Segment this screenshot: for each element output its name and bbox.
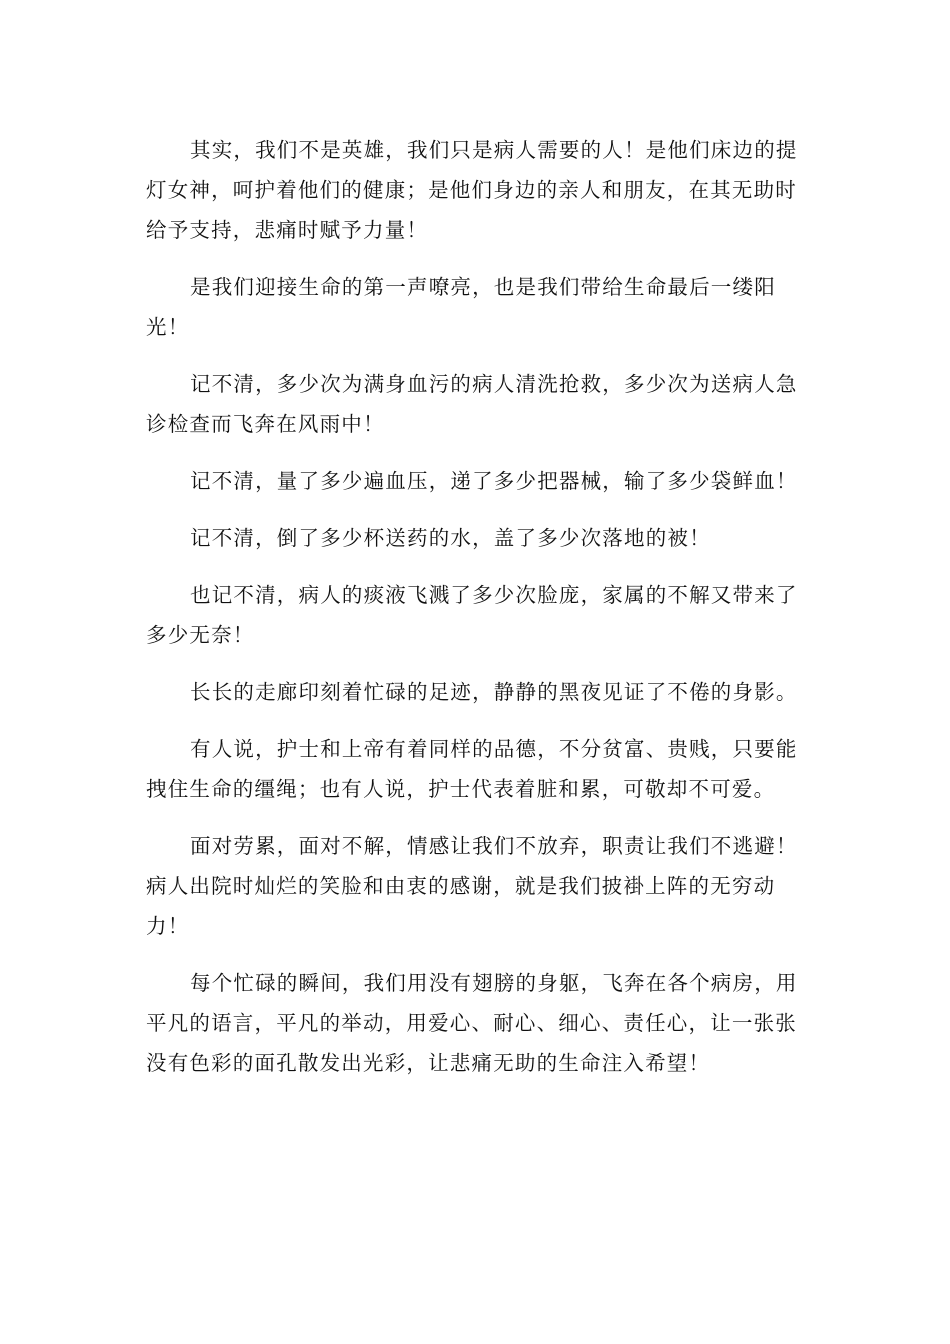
paragraph-2: 是我们迎接生命的第一声嘹亮，也是我们带给生命最后一缕阳光！: [146, 275, 776, 339]
paragraph-10: 每个忙碌的瞬间，我们用没有翅膀的身躯，飞奔在各个病房，用平凡的语言，平凡的举动，用爱心、耐心、细心、责任心，让一张张没有色彩的面孔散发出光彩，让悲痛无助的生命注入希望！: [146, 971, 798, 1075]
paragraph-8: 有人说，护士和上帝有着同样的品德，不分贫富、贵贱，只要能拽住生命的缰绳；也有人说，护士代表着脏和累，可敬却不可爱。: [146, 737, 798, 801]
paragraph-5: 记不清，倒了多少杯送药的水，盖了多少次落地的被！: [190, 526, 711, 550]
paragraph-9: 面对劳累，面对不解，情感让我们不放弃，职责让我们不逃避！病人出院时灿烂的笑脸和由衷的感谢，就是我们披褂上阵的无穷动力！: [146, 834, 798, 938]
paragraph-6: 也记不清，病人的痰液飞溅了多少次脸庞，家属的不解又带来了多少无奈！: [146, 583, 798, 647]
document-body: [146, 130, 806, 1100]
paragraph-4: 记不清，量了多少遍血压，递了多少把器械，输了多少袋鲜血！: [190, 469, 798, 493]
paragraph-7: 长长的走廊印刻着忙碌的足迹，静静的黑夜见证了不倦的身影。: [190, 680, 798, 704]
paragraph-3: 记不清，多少次为满身血污的病人清洗抢救，多少次为送病人急诊检查而飞奔在风雨中！: [146, 372, 798, 436]
paragraph-1: 其实，我们不是英雄，我们只是病人需要的人！是他们床边的提灯女神，呵护着他们的健康；是他们身边的亲人和朋友，在其无助时给予支持，悲痛时赋予力量！: [146, 138, 798, 242]
